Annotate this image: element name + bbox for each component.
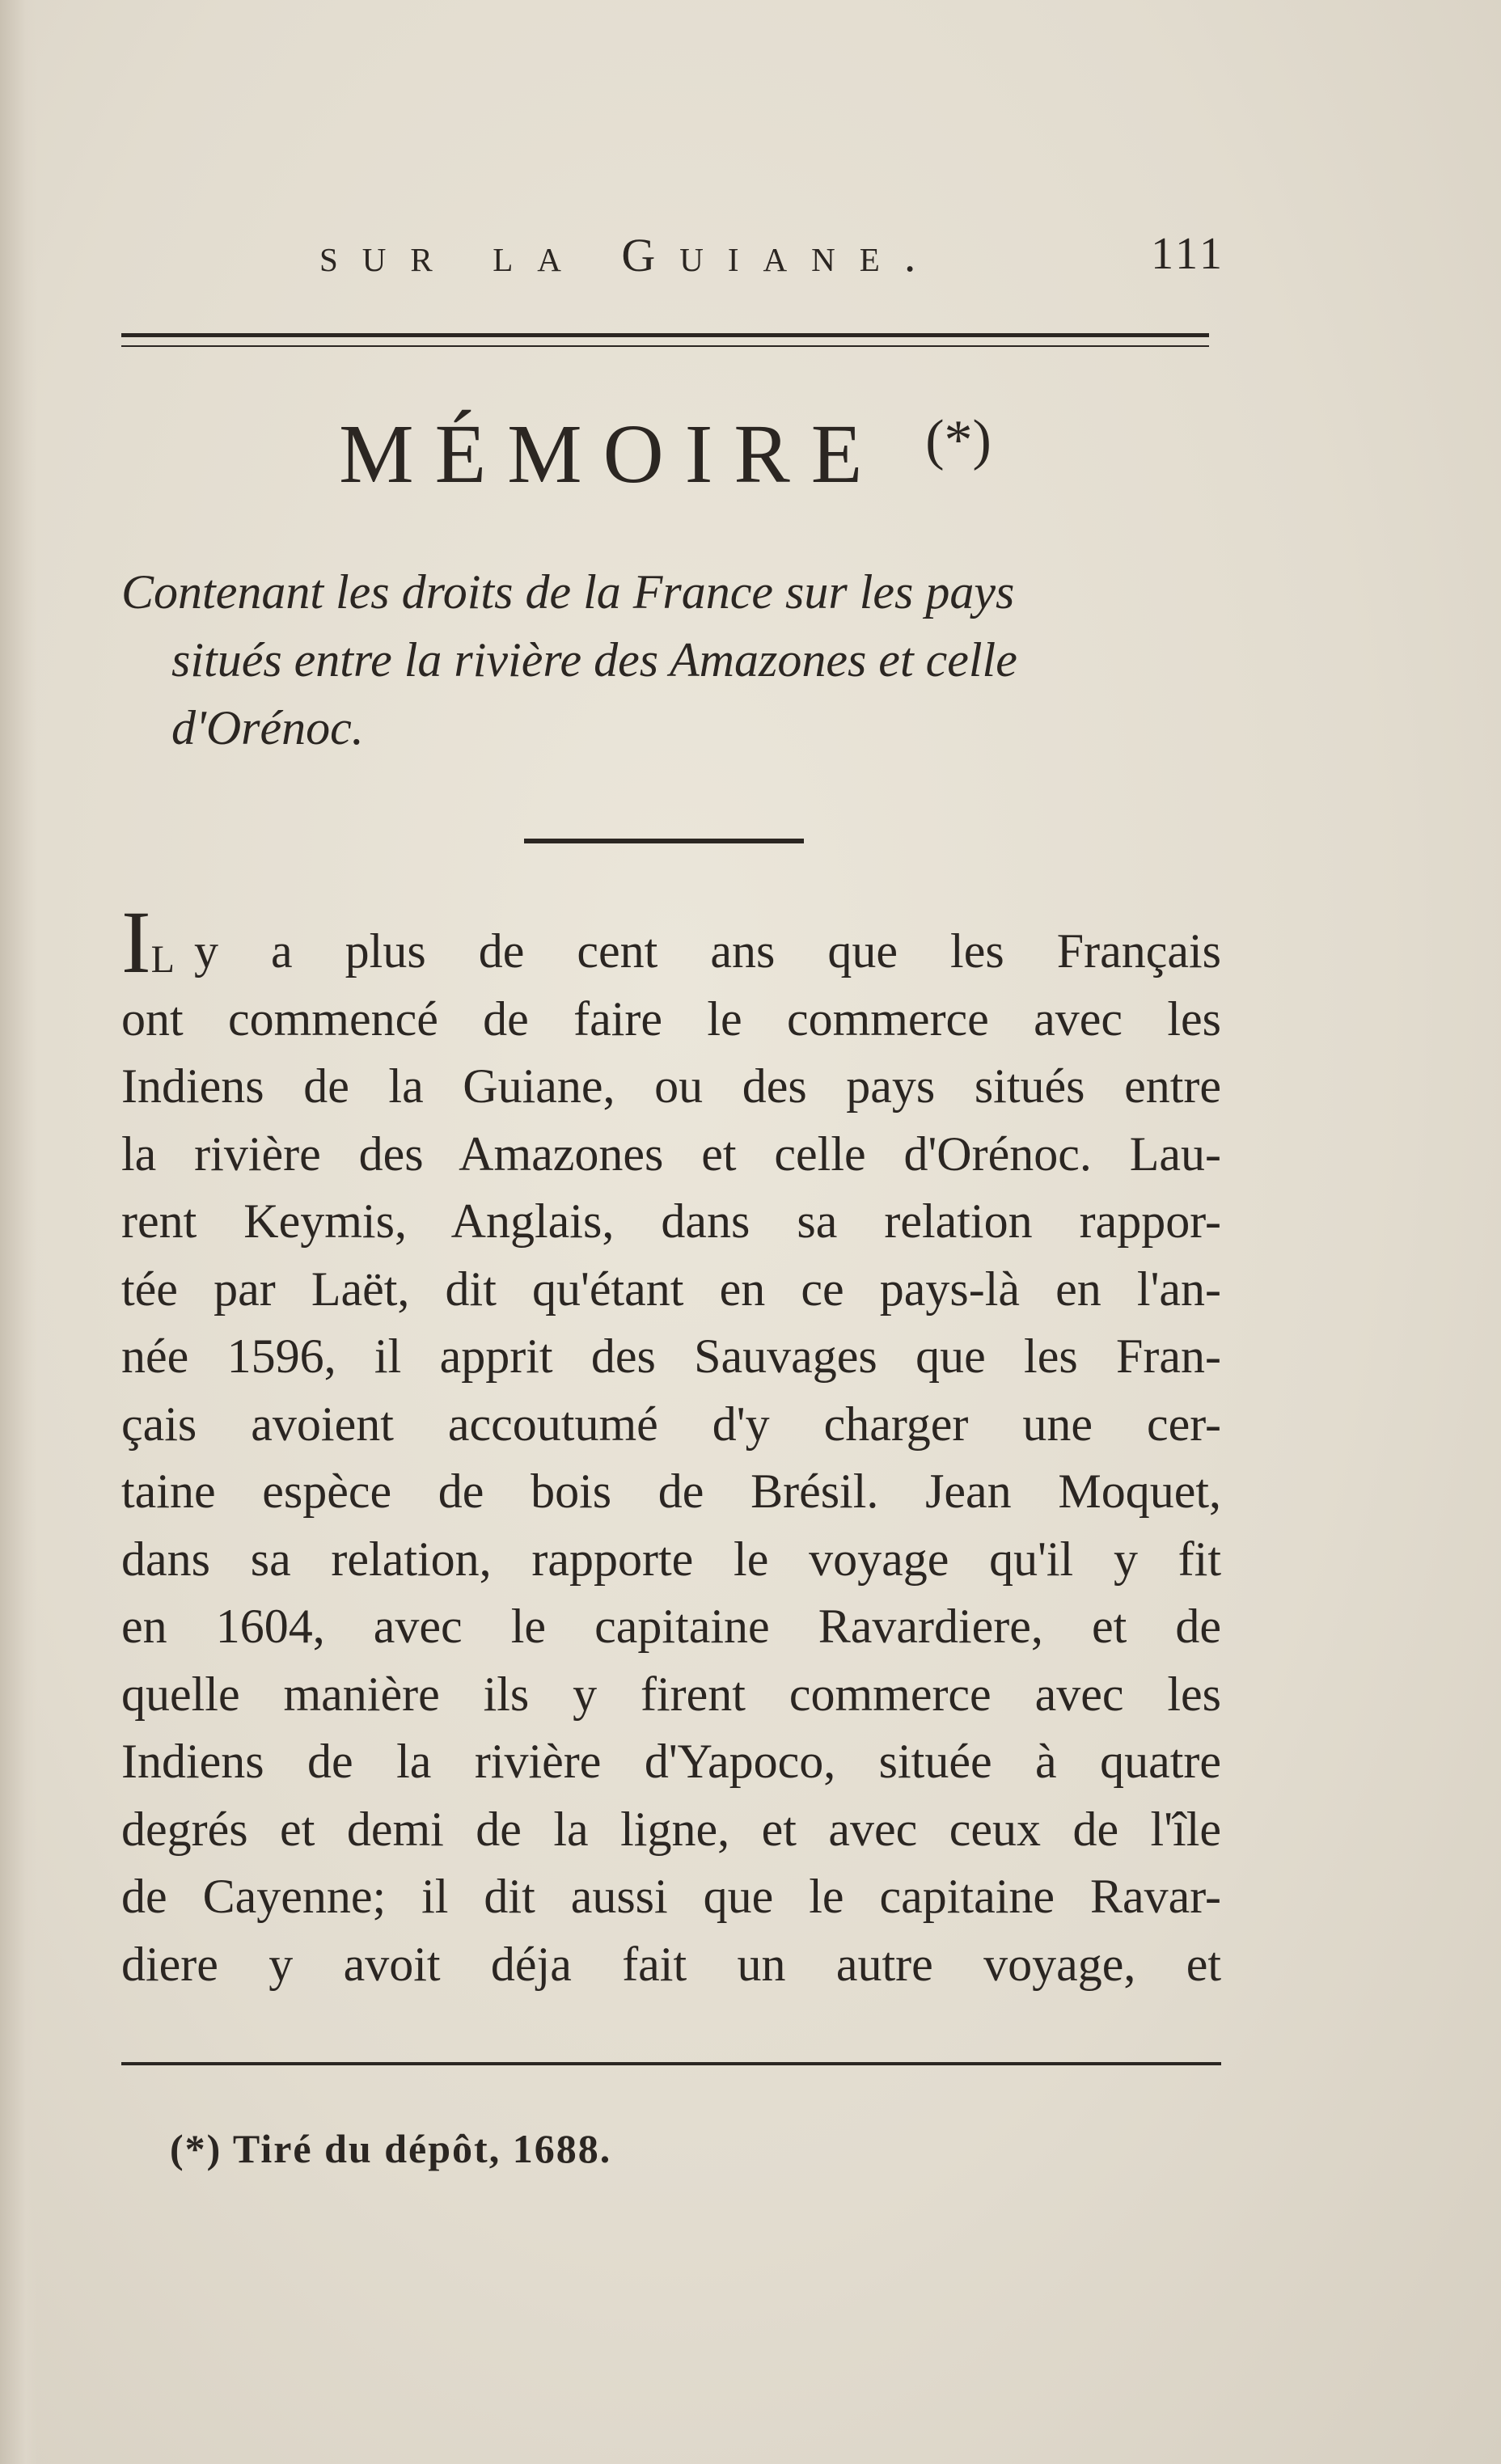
- running-title: sur la Guiane.: [319, 229, 941, 281]
- text-line-content: dans sa relation, rapporte le voyage qu'il y fit: [121, 1532, 1221, 1586]
- text-line-content: tée par Laët, dit qu'étant en ce pays-là en l'an-: [121, 1262, 1221, 1316]
- page-number: 111: [1151, 229, 1225, 279]
- memoir-title: [121, 408, 1209, 501]
- drop-cap-group: [121, 893, 194, 991]
- text-line: [121, 1458, 1221, 1526]
- rule-thin: [121, 345, 1209, 347]
- subtitle-line: situés entre la rivière des Amazones et celle: [171, 633, 1017, 687]
- text-line-content: ont commencé de faire le commerce avec les: [121, 991, 1221, 1046]
- text-line: [121, 1121, 1221, 1189]
- page-gutter: [0, 0, 37, 2464]
- text-line: [121, 1391, 1221, 1459]
- text-line: [121, 1593, 1221, 1661]
- text-line: [121, 986, 1221, 1054]
- memoir-title-text: MÉMOIRE: [339, 408, 884, 501]
- text-line-content: rent Keymis, Anglais, dans sa relation rappor-: [121, 1194, 1221, 1248]
- text-line: [121, 893, 1221, 991]
- text-line: [121, 1661, 1221, 1729]
- rule-thick: [121, 333, 1209, 337]
- footnote: (*) Tiré du dépôt, 1688.: [170, 2126, 612, 2171]
- drop-cap-rest: L: [150, 938, 175, 981]
- text-line: [121, 1323, 1221, 1391]
- text-line-content: la rivière des Amazones et celle d'Orénoc. Lau-: [121, 1126, 1221, 1181]
- drop-cap: I: [121, 893, 151, 991]
- text-line-content: Indiens de la Guiane, ou des pays situés entre: [121, 1059, 1221, 1113]
- footnote-rule: [121, 2062, 1221, 2065]
- memoir-subtitle: [121, 558, 1213, 762]
- text-line-content: çais avoient accoutumé d'y charger une cer-: [121, 1397, 1221, 1451]
- subtitle-line: d'Orénoc.: [171, 701, 364, 754]
- text-line: [121, 1256, 1221, 1324]
- page-header: [125, 212, 1225, 293]
- body-paragraph: [121, 893, 1221, 1998]
- text-line: [121, 1053, 1221, 1121]
- text-line: [121, 1863, 1221, 1931]
- subtitle-line: Contenant les droits de la France sur les pays: [121, 565, 1015, 619]
- text-line: [121, 1728, 1221, 1796]
- text-line-content: diere y avoit déja fait un autre voyage, et: [121, 1937, 1221, 1991]
- text-line: [121, 1931, 1221, 1999]
- text-line-content: Indiens de la rivière d'Yapoco, située à quatre: [121, 1735, 1221, 1788]
- text-line-content: taine espèce de bois de Brésil. Jean Moquet,: [121, 1464, 1221, 1518]
- text-line: [121, 1796, 1221, 1864]
- text-line-content: degrés et demi de la ligne, et avec ceux de l'île: [121, 1802, 1221, 1856]
- header-double-rule: [121, 333, 1209, 353]
- text-line: [121, 1188, 1221, 1256]
- text-line-content: quelle manière ils y firent commerce avec les: [121, 1667, 1221, 1721]
- text-line-content: y a plus de cent ans que les Français: [193, 924, 1221, 978]
- section-divider: [524, 839, 804, 843]
- text-line: [121, 1526, 1221, 1594]
- text-line-content: en 1604, avec le capitaine Ravardiere, et de: [121, 1600, 1221, 1653]
- footnote-marker: (*): [925, 409, 992, 471]
- text-line-content: née 1596, il apprit des Sauvages que les Fran-: [121, 1329, 1221, 1383]
- text-line-content: de Cayenne; il dit aussi que le capitaine Ravar-: [121, 1870, 1221, 1923]
